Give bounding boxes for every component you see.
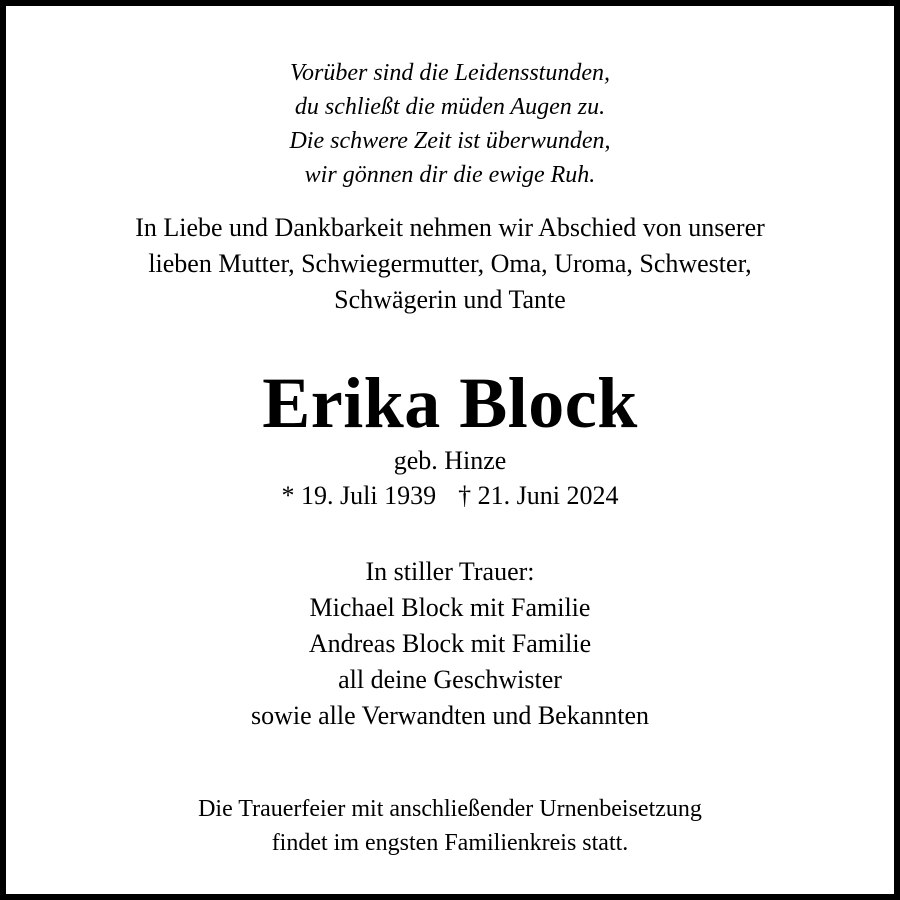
mourner-entry: Michael Block mit Familie (309, 593, 591, 622)
poem-line: Die schwere Zeit ist überwunden, (289, 128, 611, 154)
poem-line: du schließt die müden Augen zu. (294, 94, 606, 120)
birth-date: * 19. Juli 1939 (281, 481, 437, 510)
death-date: † 21. Juni 2024 (458, 481, 619, 510)
mourner-entry: sowie alle Verwandten und Bekannten (250, 701, 650, 730)
intro-line: In Liebe und Dankbarkeit nehmen wir Abschied von unserer (135, 213, 765, 242)
mourner-entry: all deine Geschwister (338, 665, 562, 694)
deceased-name: Erika Block (262, 363, 638, 443)
birth-name: geb. Hinze (393, 446, 507, 475)
mourners-heading: In stiller Trauer: (365, 557, 535, 586)
memorial-poem (6, 56, 894, 192)
ceremony-line: findet im engsten Familienkreis statt. (271, 830, 629, 856)
ceremony-line: Die Trauerfeier mit anschließender Urnenbeisetzung (198, 796, 702, 822)
intro-line: lieben Mutter, Schwiegermutter, Oma, Uroma, Schwester, (148, 249, 752, 278)
poem-line: Vorüber sind die Leidensstunden, (290, 60, 610, 86)
mourners-list (6, 554, 894, 734)
ceremony-notice (6, 792, 894, 860)
life-dates (6, 479, 894, 513)
mourner-entry: Andreas Block mit Familie (308, 629, 592, 658)
farewell-intro (6, 210, 894, 318)
poem-line: wir gönnen dir die ewige Ruh. (304, 162, 596, 188)
intro-line: Schwägerin und Tante (334, 285, 566, 314)
